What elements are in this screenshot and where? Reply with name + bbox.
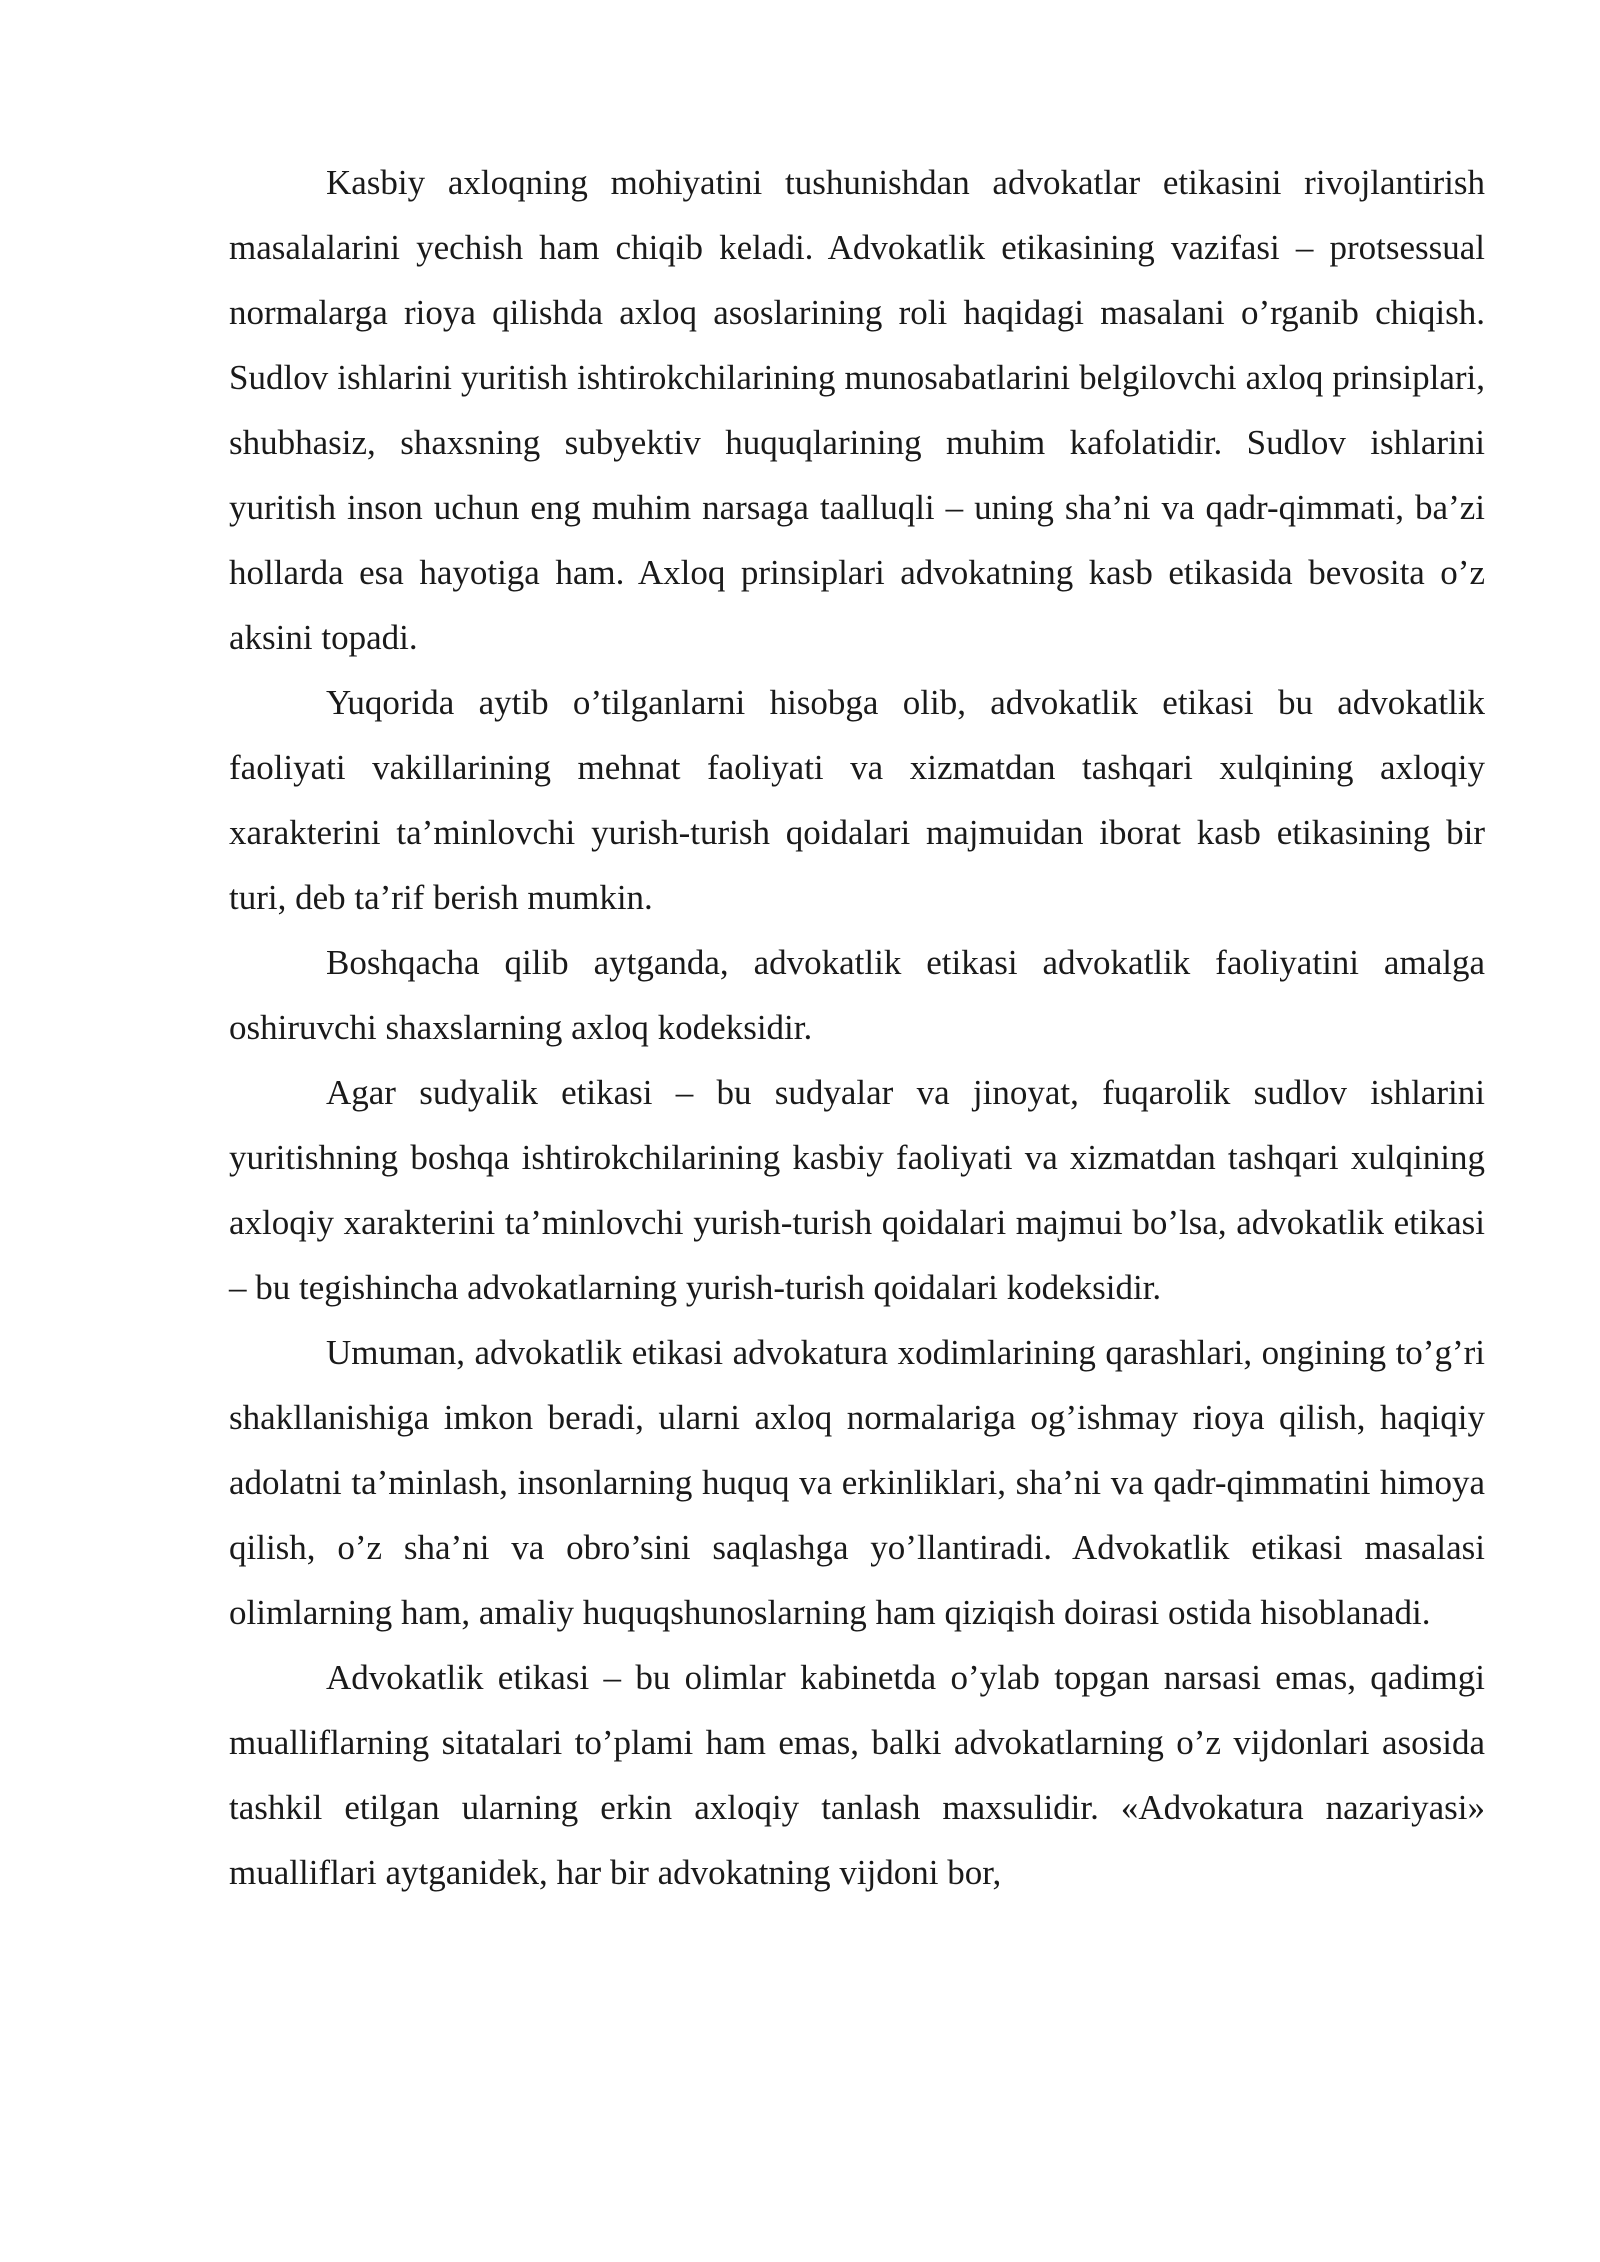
paragraph-5: Umuman, advokatlik etikasi advokatura xodimlarining qarashlari, ongining to’g’ri shakllanishiga imkon beradi, ularni axloq normalariga og’ishmay rioya qilish, haqiqiy adolatni ta’minlash, insonlarning huquq va erkinliklari, sha’ni va qadr-qimmatini himoya qilish, o’z sha’ni va obro’sini saqlashga yo’llantiradi. Advokatlik etikasi masalasi olimlarning ham, amaliy huquqshunoslarning ham qiziqish doirasi ostida hisoblanadi. [229, 1333, 1485, 1632]
paragraph-4: Agar sudyalik etikasi – bu sudyalar va jinoyat, fuqarolik sudlov ishlarini yuritishning boshqa ishtirokchilarining kasbiy faoliyati va xizmatdan tashqari xulqining axloqiy xarakterini ta’minlovchi yurish-turish qoidalari majmui bo’lsa, advokatlik etikasi – bu tegishincha advokatlarning yurish-turish qoidalari kodeksidir. [229, 1073, 1485, 1307]
document-body [229, 150, 1485, 1905]
paragraph-6: Advokatlik etikasi – bu olimlar kabinetda o’ylab topgan narsasi emas, qadimgi mualliflarning sitatalari to’plami ham emas, balki advokatlarning o’z vijdonlari asosida tashkil etilgan ularning erkin axloqiy tanlash maxsulidir. «Advokatura nazariyasi» mualliflari aytganidek, har bir advokatning vijdoni bor, [229, 1658, 1485, 1892]
paragraph-1: Kasbiy axloqning mohiyatini tushunishdan advokatlar etikasini rivojlantirish masalalarini yechish ham chiqib keladi. Advokatlik etikasining vazifasi – protsessual normalarga rioya qilishda axloq asoslarining roli haqidagi masalani o’rganib chiqish. Sudlov ishlarini yuritish ishtirokchilarining munosabatlarini belgilovchi axloq prinsiplari, shubhasiz, shaxsning subyektiv huquqlarining muhim kafolatidir. Sudlov ishlarini yuritish inson uchun eng muhim narsaga taalluqli – uning sha’ni va qadr-qimmati, ba’zi hollarda esa hayotiga ham. Axloq prinsiplari advokatning kasb etikasida bevosita o’z aksini topadi. [229, 163, 1485, 657]
paragraph-3: Boshqacha qilib aytganda, advokatlik etikasi advokatlik faoliyatini amalga oshiruvchi shaxslarning axloq kodeksidir. [229, 943, 1485, 1047]
paragraph-2: Yuqorida aytib o’tilganlarni hisobga olib, advokatlik etikasi bu advokatlik faoliyati vakillarining mehnat faoliyati va xizmatdan tashqari xulqining axloqiy xarakterini ta’minlovchi yurish-turish qoidalari majmuidan iborat kasb etikasining bir turi, deb ta’rif berish mumkin. [229, 683, 1485, 917]
